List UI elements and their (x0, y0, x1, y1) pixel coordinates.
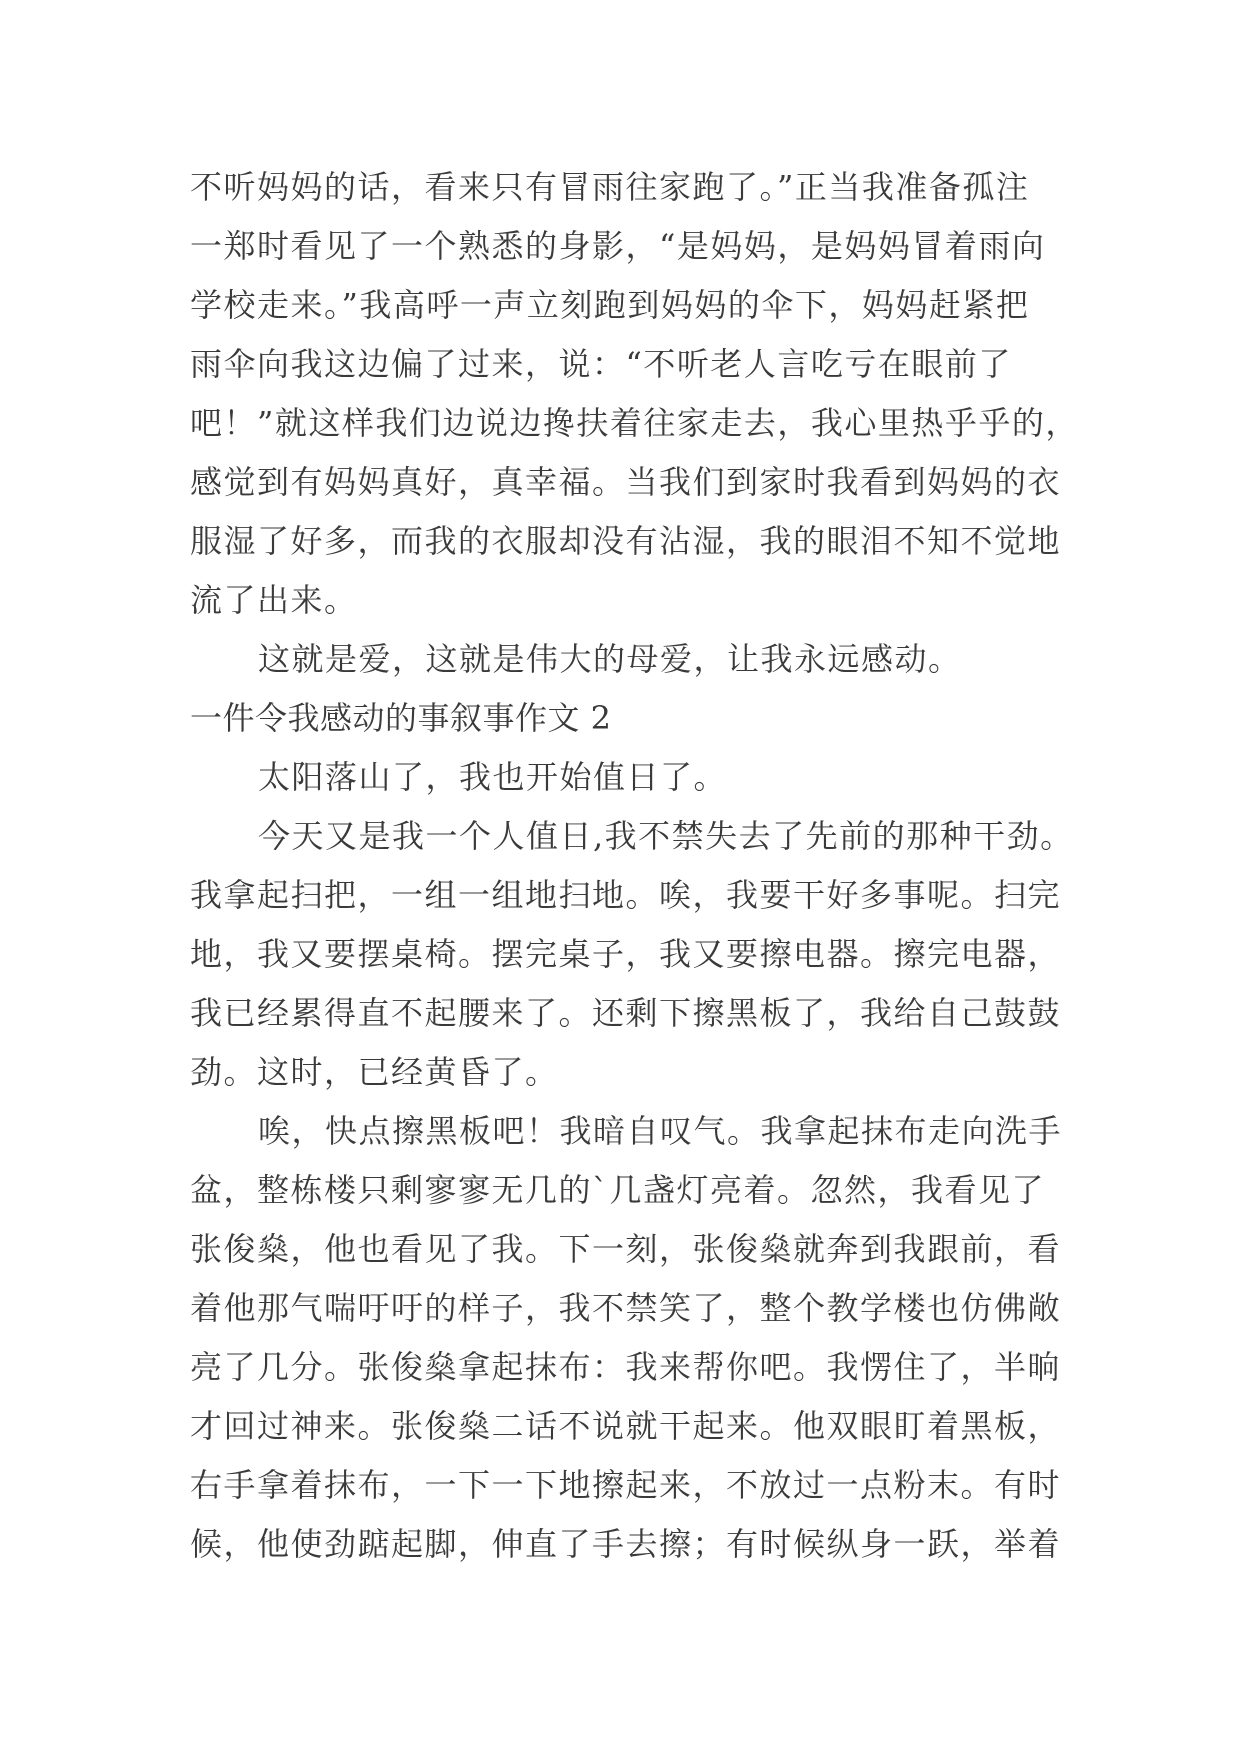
section-heading: 一件令我感动的事叙事作文 2 (190, 699, 612, 737)
text-line: 右手拿着抹布，一下一下地擦起来，不放过一点粉末。有时 (190, 1466, 1062, 1504)
text-line: 学校走来。”我高呼一声立刻跑到妈妈的伞下，妈妈赶紧把 (190, 286, 1030, 324)
paragraph-first-line: 唉，快点擦黑板吧！我暗自叹气。我拿起抹布走向洗手 (258, 1112, 1063, 1150)
text-line: 不听妈妈的话，看来只有冒雨往家跑了。”正当我准备孤注 (190, 168, 1030, 206)
text-line: 一郑时看见了一个熟悉的身影，“是妈妈，是妈妈冒着雨向 (190, 227, 1046, 265)
text-line: 吧！”就这样我们边说边搀扶着往家走去，我心里热乎乎的， (190, 404, 1079, 442)
text-line: 雨伞向我这边偏了过来，说：“不听老人言吃亏在眼前了 (190, 345, 1012, 383)
text-line: 劲。这时，已经黄昏了。 (190, 1053, 559, 1091)
text-line: 流了出来。 (190, 581, 358, 619)
paragraph-first-line: 这就是爱，这就是伟大的母爱，让我永远感动。 (258, 640, 962, 678)
paragraph-first-line: 太阳落山了，我也开始值日了。 (258, 758, 728, 796)
text-line: 我已经累得直不起腰来了。还剩下擦黑板了，我给自己鼓鼓 (190, 994, 1062, 1032)
text-line: 感觉到有妈妈真好，真幸福。当我们到家时我看到妈妈的衣 (190, 463, 1062, 501)
text-line: 我拿起扫把，一组一组地扫地。唉，我要干好多事呢。扫完 (190, 876, 1062, 914)
text-line: 才回过神来。张俊燊二话不说就干起来。他双眼盯着黑板， (190, 1407, 1062, 1445)
text-line: 服湿了好多，而我的衣服却没有沾湿，我的眼泪不知不觉地 (190, 522, 1062, 560)
text-line: 着他那气喘吁吁的样子，我不禁笑了，整个教学楼也仿佛敞 (190, 1289, 1062, 1327)
text-line: 张俊燊，他也看见了我。下一刻，张俊燊就奔到我跟前，看 (190, 1230, 1062, 1268)
text-line: 候，他使劲踮起脚，伸直了手去擦；有时候纵身一跃，举着 (190, 1525, 1062, 1563)
essay-body (190, 158, 1079, 1574)
text-line: 地，我又要摆桌椅。摆完桌子，我又要擦电器。擦完电器， (190, 935, 1062, 973)
text-line: 盆，整栋楼只剩寥寥无几的`几盏灯亮着。忽然，我看见了 (190, 1171, 1046, 1209)
paragraph-first-line: 今天又是我一个人值日,我不禁失去了先前的那种干劲。 (258, 817, 1074, 855)
text-line: 亮了几分。张俊燊拿起抹布：我来帮你吧。我愣住了，半晌 (190, 1348, 1062, 1386)
